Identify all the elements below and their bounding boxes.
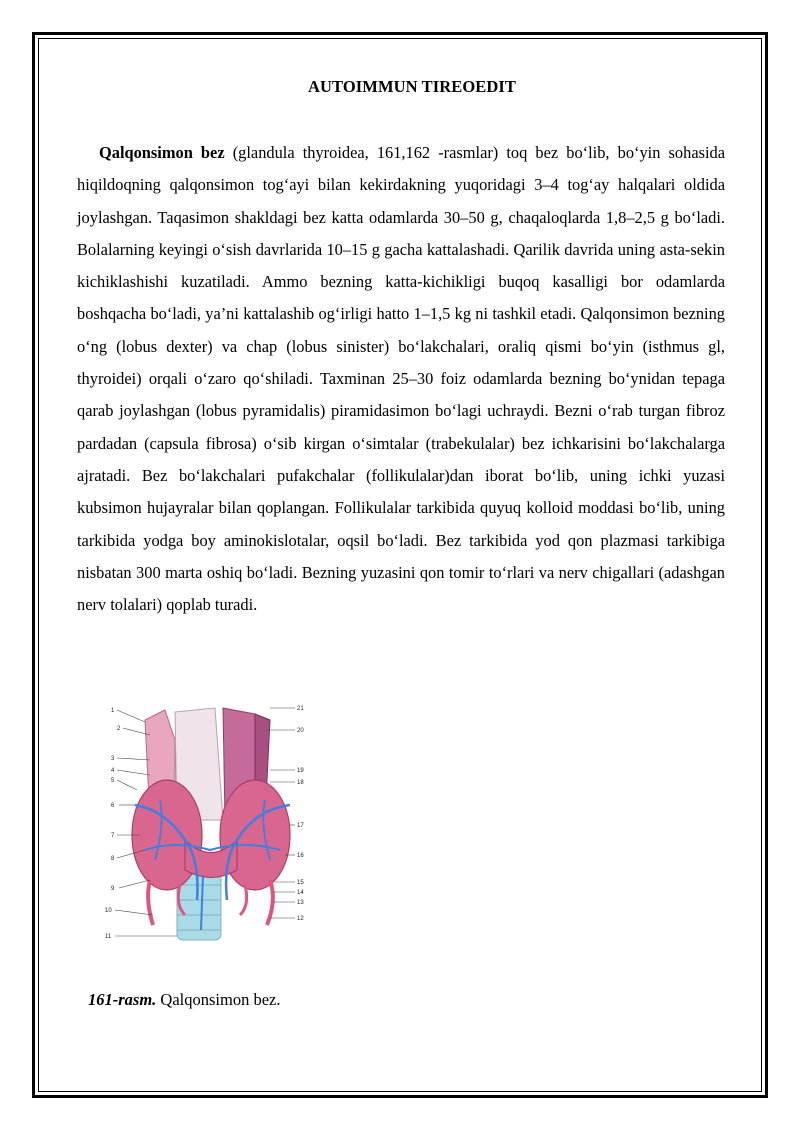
figure-labels-right [297, 706, 304, 922]
figure-label: 13 [297, 900, 304, 906]
figure-label: 6 [111, 803, 115, 809]
figure-label: 9 [111, 886, 115, 892]
figure-label: 19 [297, 768, 304, 774]
figure-label: 11 [105, 934, 112, 940]
artery-path [148, 880, 153, 925]
figure-label: 20 [297, 728, 304, 734]
figure-labels-left [105, 708, 121, 940]
figure-label: 1 [111, 708, 115, 714]
figure-label: 17 [297, 823, 304, 829]
paragraph-lead-term: Qalqonsimon bez [99, 143, 225, 162]
figure-label: 16 [297, 853, 304, 859]
figure-label: 5 [111, 778, 115, 784]
figure-label: 14 [297, 890, 304, 896]
caption-number: 161-rasm. [88, 990, 157, 1009]
caption-text: Qalqonsimon bez. [156, 990, 281, 1009]
paragraph-text: (glandula thyroidea, 161,162 -rasmlar) toq bez bo‘lib, bo‘yin sohasida hiqildoqning qalqonsimon tog‘ayi bilan kekirdakning yuqoridagi 3–4 tog‘ay halqalari oldida joylashgan. Taqasimon shakldagi bez katta odamlarda 30–50 g, chaqaloqlarda 1,8–2,5 g bo‘ladi. Bolalarning keyingi o‘sish davrlarida 10–15 g gacha kattalashadi. Qarilik davrida uning asta-sekin kichiklashishi kuzatiladi. Ammo bezning katta-kichikligi buqoq kasalligi bor odamlarda boshqacha bo‘ladi, ya’ni kattalashib og‘irligi hatto 1–1,5 kg ni tashkil etadi. Qalqonsimon bezning o‘ng (lobus dexter) va chap (lobus sinister) bo‘lakchalari, oraliq qismi bo‘yin (isthmus gl, thyroidei) orqali o‘zaro qo‘shiladi. Taxminan 25–30 foiz odamlarda bezning bo‘ynidan tepaga qarab joylashgan (lobus pyramidalis) piramidasimon bo‘lagi uchraydi. Bezni o‘rab turgan fibroz pardadan (capsula fibrosa) o‘sib kirgan o‘simtalar (trabekulalar) bez ichkarisini bo‘lakchalarga ajratadi. Bez bo‘lakchalari pufakchalar (follikulalar)dan iborat bo‘lib, uning ichki yuzasi kubsimon hujayralar bilan qoplangan. Follikulalar tarkibida quyuq kolloid moddasi bo‘lib, uning tarkibida yodga boy aminokislotalar, oqsil bo‘ladi. Bez tarkibida yod qon plazmasi tarkibiga nisbatan 300 marta oshiq bo‘ladi. Bezning yuzasini qon tomir to‘rlari va nerv chigallari (adashgan nerv tolalari) qoplab turadi. [77, 143, 725, 615]
figure-label: 8 [111, 856, 115, 862]
document-title: AUTOIMMUN TIREOEDIT [307, 77, 517, 96]
thyroid-anatomy-drawing [105, 700, 320, 945]
figure-label: 21 [297, 706, 304, 712]
figure-label: 7 [111, 833, 115, 839]
figure-caption [88, 990, 280, 1010]
figure-label: 18 [297, 780, 304, 786]
figure-label: 10 [105, 908, 112, 914]
figure-label: 12 [297, 916, 304, 922]
figure-label: 4 [111, 768, 115, 774]
figure-label: 2 [117, 726, 121, 732]
thyroid-gland-illustration [105, 700, 320, 945]
figure-label: 3 [111, 756, 115, 762]
body-paragraph [77, 137, 725, 621]
figure-label: 15 [297, 880, 304, 886]
